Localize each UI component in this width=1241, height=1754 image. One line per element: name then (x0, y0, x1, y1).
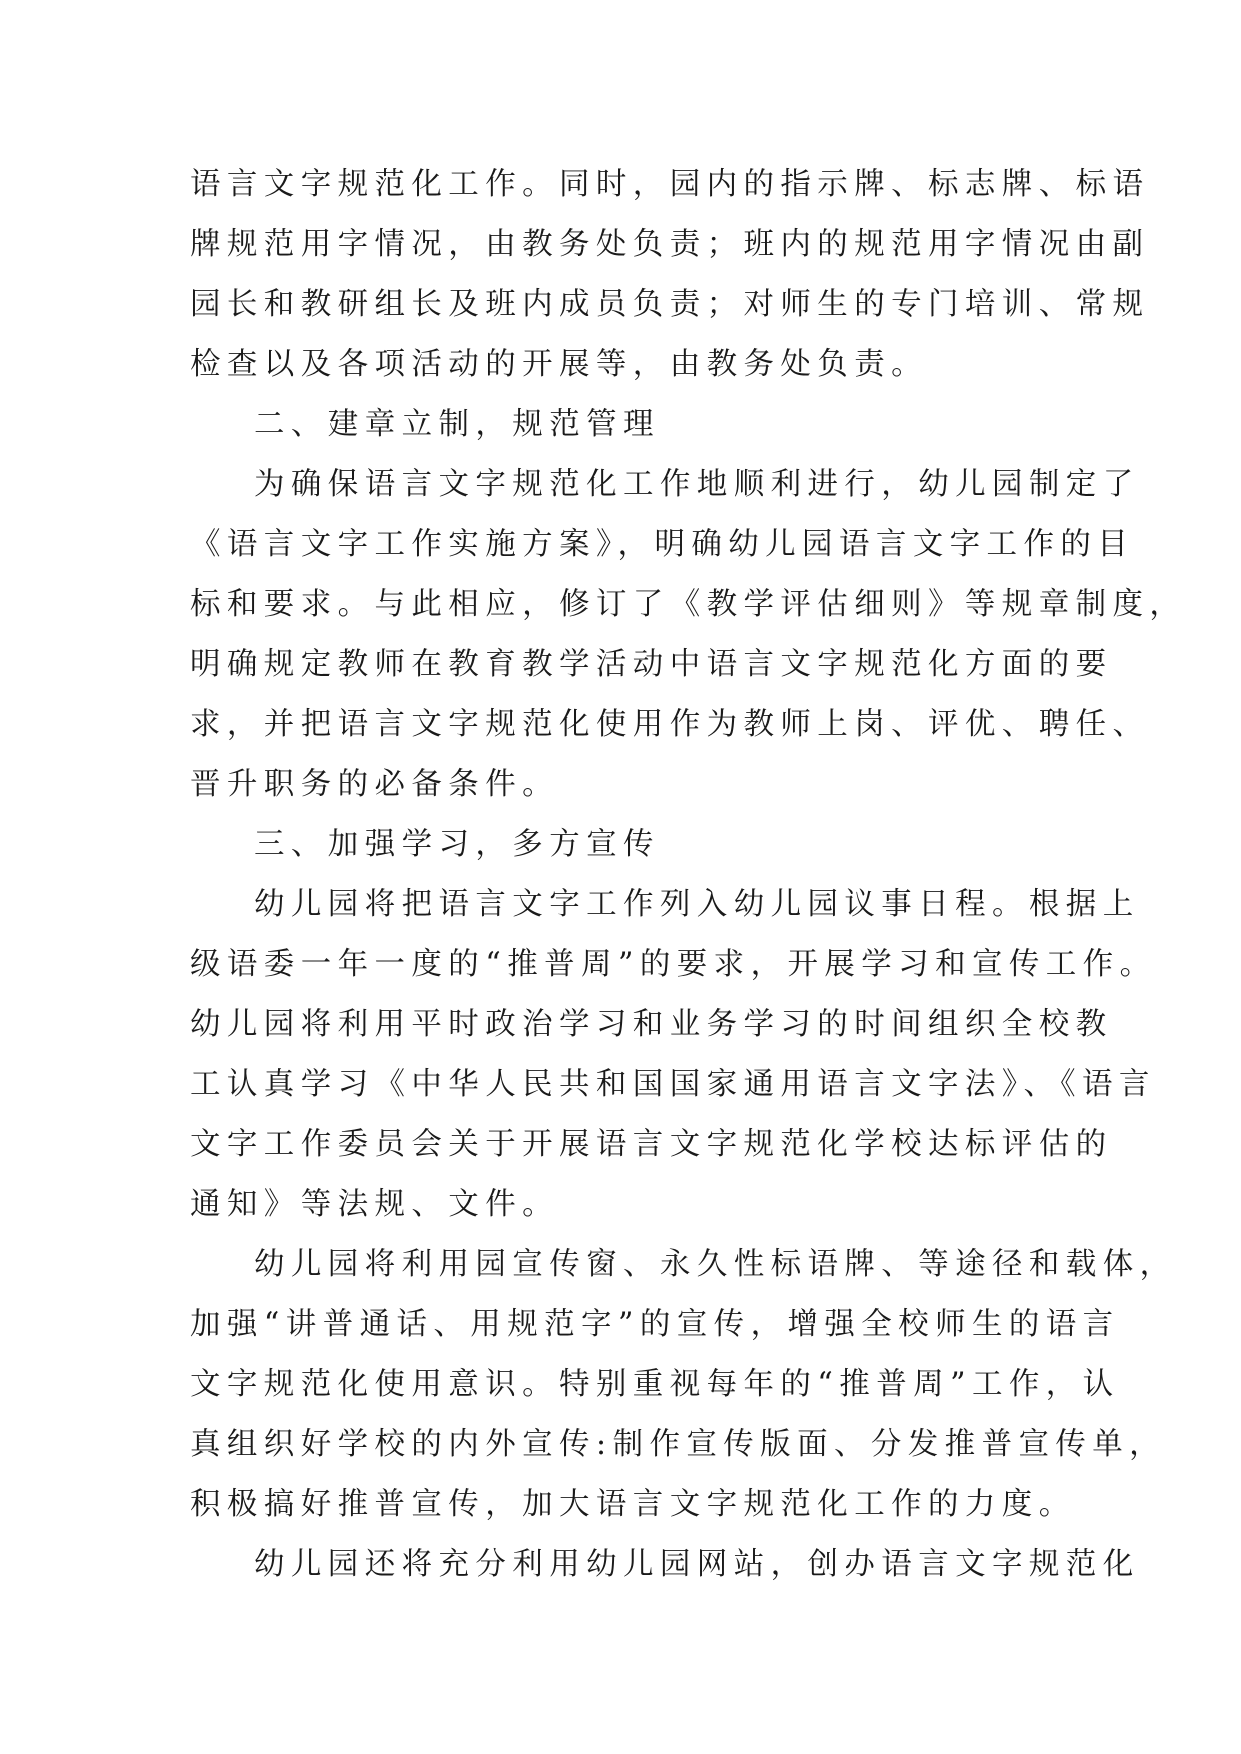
text-line: 文字工作委员会关于开展语言文字规范化学校达标评估的 (190, 1127, 1113, 1162)
text-line: 幼儿园将把语言文字工作列入幼儿园议事日程。根据上 (254, 887, 1140, 922)
text-line: 幼儿园还将充分利用幼儿园网站，创办语言文字规范化 (254, 1547, 1140, 1582)
text-line: 积极搞好推普宣传，加大语言文字规范化工作的力度。 (190, 1487, 1076, 1522)
text-line: 《语言文字工作实施方案》，明确幼儿园语言文字工作的目 (190, 527, 1135, 562)
text-line: 幼儿园将利用园宣传窗、永久性标语牌、等途径和载体， (254, 1247, 1177, 1282)
text-line: 加强“讲普通话、用规范字”的宣传，增强全校师生的语言 (190, 1307, 1120, 1342)
text-line: 幼儿园将利用平时政治学习和业务学习的时间组织全校教 (190, 1007, 1113, 1042)
text-line: 文字规范化使用意识。特别重视每年的“推普周”工作，认 (190, 1367, 1120, 1402)
text-line: 三、加强学习，多方宣传 (254, 827, 660, 862)
text-line: 二、建章立制，规范管理 (254, 407, 660, 442)
text-line: 园长和教研组长及班内成员负责；对师生的专门培训、常规 (190, 287, 1150, 322)
text-line: 检查以及各项活动的开展等，由教务处负责。 (190, 347, 928, 382)
text-line: 牌规范用字情况，由教务处负责；班内的规范用字情况由副 (190, 227, 1150, 262)
text-line: 工认真学习《中华人民共和国国家通用语言文字法》、《语言 (190, 1067, 1156, 1102)
text-line: 真组织好学校的内外宣传:制作宣传版面、分发推普宣传单， (190, 1427, 1167, 1462)
text-line: 标和要求。与此相应，修订了《教学评估细则》等规章制度， (190, 587, 1187, 622)
text-line: 通知》等法规、文件。 (190, 1187, 559, 1222)
text-line: 级语委一年一度的“推普周”的要求，开展学习和宣传工作。 (190, 947, 1157, 982)
text-line: 晋升职务的必备条件。 (190, 767, 559, 802)
text-line: 为确保语言文字规范化工作地顺利进行，幼儿园制定了 (254, 467, 1140, 502)
text-line: 求，并把语言文字规范化使用作为教师上岗、评优、聘任、 (190, 707, 1150, 742)
text-line: 明确规定教师在教育教学活动中语言文字规范化方面的要 (190, 647, 1113, 682)
document-body (190, 155, 1187, 1595)
text-line: 语言文字规范化工作。同时，园内的指示牌、标志牌、标语 (190, 167, 1150, 202)
